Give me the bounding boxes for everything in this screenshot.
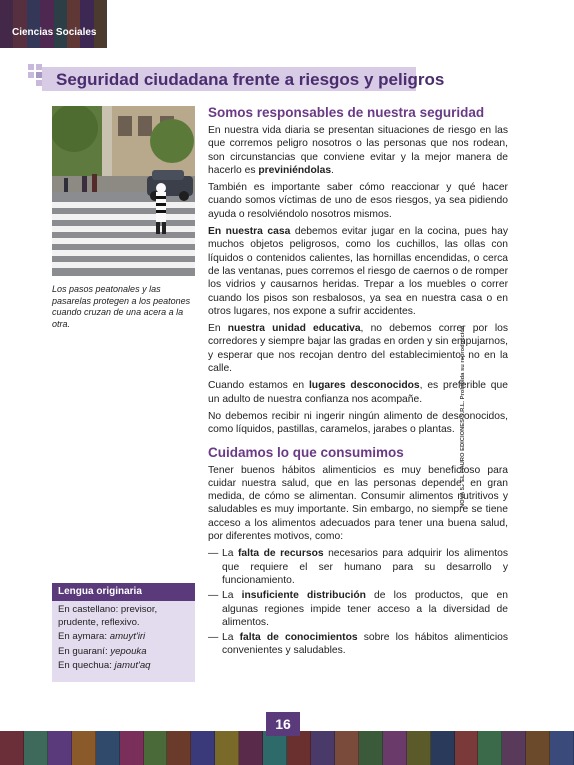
section-tab	[0, 0, 107, 48]
dash-icon: —	[208, 548, 219, 560]
language-line	[58, 646, 189, 659]
section-label: Ciencias Sociales	[12, 27, 97, 38]
text-span: En	[208, 323, 228, 335]
text-span: .	[331, 164, 334, 176]
section-tab-stripes	[0, 0, 107, 48]
text-span: La	[222, 548, 238, 560]
language-label: En quechua:	[58, 660, 115, 672]
page-number: 16	[266, 712, 300, 736]
text-span: En nuestra vida diaria se presentan situaciones de riesgo en las que corremos peligro nosotros o las personas que nos rodean, son circunstancias que conviene evitar y la mejor manera de hacerlo es	[208, 125, 508, 176]
title-band	[42, 67, 445, 91]
list-item	[208, 589, 508, 629]
language-word: jamut'aq	[114, 660, 151, 672]
bold-term: lugares desconocidos	[308, 380, 420, 392]
bold-term: previniéndolas	[258, 164, 332, 176]
language-line: En castellano: previsor, prudente, reflexivo.	[58, 604, 158, 628]
bold-term: falta de recursos	[237, 548, 324, 560]
language-box	[52, 583, 195, 682]
text-span: La	[222, 590, 242, 602]
language-line	[58, 631, 189, 644]
language-line	[58, 660, 189, 673]
language-label: En guaraní:	[58, 645, 111, 657]
language-box-title: Lengua originaria	[52, 583, 195, 601]
text-span: necesarios para adquirir los alimentos que requiere el ser humano para su desarrollo y funcionamiento.	[222, 548, 508, 586]
bold-term: falta de conocimientos	[239, 632, 358, 644]
section-heading: Cuidamos lo que consumimos	[208, 444, 404, 460]
text-span: , es preferible que un adulto de nuestra confianza nos acompañe.	[208, 380, 508, 405]
language-box-body	[52, 601, 195, 678]
page-title: Seguridad ciudadana frente a riesgos y peligros	[56, 70, 445, 89]
language-label: En aymara:	[58, 631, 110, 643]
text-span: La	[222, 632, 240, 644]
paragraph: Tener buenos hábitos alimenticios es muy beneficioso para cuidar nuestra salud, que en las personas depende, en gran medida, de cómo se alimentan. Consumir alimentos nutritivos y saludables es muy importante. Sin embargo, no siempre se tiene acceso a los alimentos adecuados para tener una buena salud, por diferentes motivos, como:	[208, 464, 508, 543]
paragraph: También es importante saber cómo reaccionar y qué hacer cuando somos víctimas de uno de esos riesgos, ya sea pidiendo ayuda o resolviéndolo nosotros mismos.	[208, 182, 508, 220]
language-word: yepouka	[110, 645, 147, 657]
text-span: , no debemos correr por los corredores y siempre bajar las gradas en orden y sin empujarnos, y esperar que nos recojan dentro del establecimiento, no en la calle.	[208, 323, 508, 375]
crosswalk-photo	[52, 106, 195, 276]
photo-caption: Los pasos peatonales y las pasarelas protegen a los peatones cuando cruzan de una acera a la otra.	[52, 284, 191, 329]
bold-term: nuestra unidad educativa	[227, 323, 361, 335]
paragraph: No debemos recibir ni ingerir ningún alimento de desconocidos, como líquidos, pastillas, caramelos, jarabes o plantas.	[208, 410, 508, 436]
text-span: Cuando estamos en	[208, 380, 309, 392]
list-item	[208, 631, 508, 658]
text-span: debemos evitar jugar en la cocina, pues hay muchos objetos peligrosos, como los cuchillos, las ollas con líquidos o contenidos calientes, las hornillas encendidas, o cerca de las ventanas, pues corremos el riesgo de caernos o de romper los vidrios y causarnos heridas. Trepar a los muebles o correr cuando los pisos son resbalosos, ya sea en nuestra casa o en otros lugares, nos expone a sufrir accidentes.	[208, 226, 508, 317]
bold-term: insuficiente distribución	[241, 590, 366, 602]
text-span: de los productos, que en algunas regiones impide tener acceso a la diversidad de alimentos.	[222, 590, 508, 628]
bold-term: En nuestra casa	[208, 226, 291, 238]
list-item	[208, 547, 508, 587]
dash-icon: —	[208, 590, 219, 602]
footer-decoration	[0, 731, 574, 765]
paragraph	[208, 124, 508, 177]
crosswalk-scene-image	[52, 106, 195, 276]
dash-icon: —	[208, 632, 219, 644]
copyright-note: NOVA 5 - EL PAURO EDICIONES S.R.L. Prohibida su reproducción	[460, 325, 466, 508]
language-word: amuyt'iri	[109, 631, 146, 643]
section-heading: Somos responsables de nuestra seguridad	[208, 105, 485, 120]
text-span: sobre los hábitos alimenticios convenientes y saludables.	[222, 632, 508, 657]
bullet-list	[208, 547, 508, 657]
